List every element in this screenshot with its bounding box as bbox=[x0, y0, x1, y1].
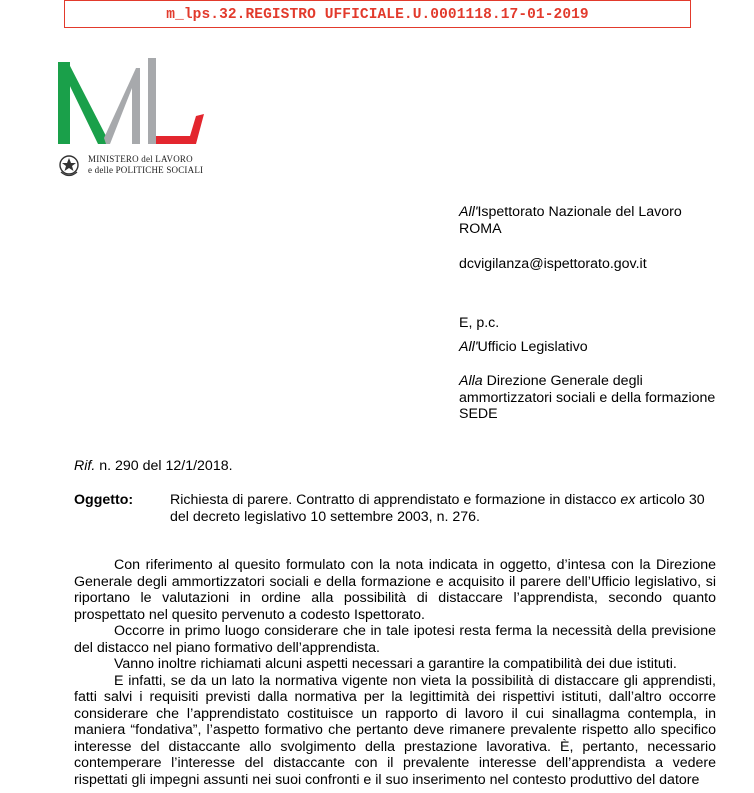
addressee-direzione-generale: Alla Direzione Generale degli bbox=[459, 373, 643, 389]
logo-l-grey bbox=[148, 58, 156, 144]
ministry-name-line2: e delle POLITICHE SOCIALI bbox=[88, 165, 204, 175]
ministry-logo bbox=[58, 58, 204, 144]
body-paragraph-4: E infatti, se da un lato la normativa vigente non vieta la possibilità di distaccare gli apprendisti, fatti salvi i requisiti previsti dalla normativa per la legittimità dei rispettivi istituti, dall’altro occorre considerare che l’apprendistato costituisce un rapporto di lavoro il cui sinallagma contempla, in maniera “fondativa”, l’aspetto formativo che pertanto deve rimanere prevalente rispetto allo specifico interesse del distaccante allo svolgimento della prestazione lavorativa. È, pertanto, necessario contemperare l’interesse del distaccante con il prevalente interesse dell’apprendista a vedere rispettati gli impegni assunti nei suoi confronti e il suo inserimento nel contesto produttivo del datore bbox=[74, 672, 716, 788]
subject-label: Oggetto: bbox=[74, 492, 134, 508]
addressee-ufficio-legislativo: All'Ufficio Legislativo bbox=[459, 339, 588, 355]
addressee-email[interactable]: dcvigilanza@ispettorato.gov.it bbox=[459, 256, 647, 272]
addressee-direzione-line2: ammortizzatori sociali e della formazione bbox=[459, 390, 716, 406]
protocol-stamp: m_lps.32.REGISTRO UFFICIALE.U.0001118.17-01-2019 bbox=[64, 0, 691, 28]
subject-text: Richiesta di parere. Contratto di apprendistato e formazione in distacco ex articolo 30 del decreto legislativo 10 settembre 2003, n. 276. bbox=[170, 492, 705, 525]
ministry-name-block bbox=[58, 150, 218, 180]
body-paragraph-1: Con riferimento al quesito formulato con la nota indicata in oggetto, d’intesa con la Direzione Generale degli ammortizzatori sociali e della formazione e acquisito il parere dell’Ufficio legislativo, si riportano le valutazioni in ordine alla possibilità di distaccare l’apprendista, secondo quanto prospettato nel quesito pervenuto a codesto Ispettorato. bbox=[74, 557, 716, 623]
addressee-sede: SEDE bbox=[459, 406, 498, 422]
republic-emblem-icon bbox=[58, 152, 80, 178]
ministry-name-line1: MINISTERO del LAVORO bbox=[88, 154, 193, 164]
addressee-ispettorato: All'Ispettorato Nazionale del Lavoro bbox=[459, 204, 682, 220]
letter-body bbox=[74, 557, 716, 788]
reference-line: Rif. n. 290 del 12/1/2018. bbox=[74, 458, 233, 474]
per-conoscenza-label: E, p.c. bbox=[459, 315, 500, 331]
addressee-city: ROMA bbox=[459, 221, 502, 237]
body-paragraph-2: Occorre in primo luogo considerare che in tale ipotesi resta ferma la necessità della previsione del distacco nel piano formativo dell’apprendista. bbox=[74, 623, 716, 656]
logo-m-grey bbox=[104, 68, 140, 144]
logo-l-red bbox=[156, 114, 204, 144]
body-paragraph-3: Vanno inoltre richiamati alcuni aspetti necessari a garantire la compatibilità dei due istituti. bbox=[114, 656, 677, 672]
